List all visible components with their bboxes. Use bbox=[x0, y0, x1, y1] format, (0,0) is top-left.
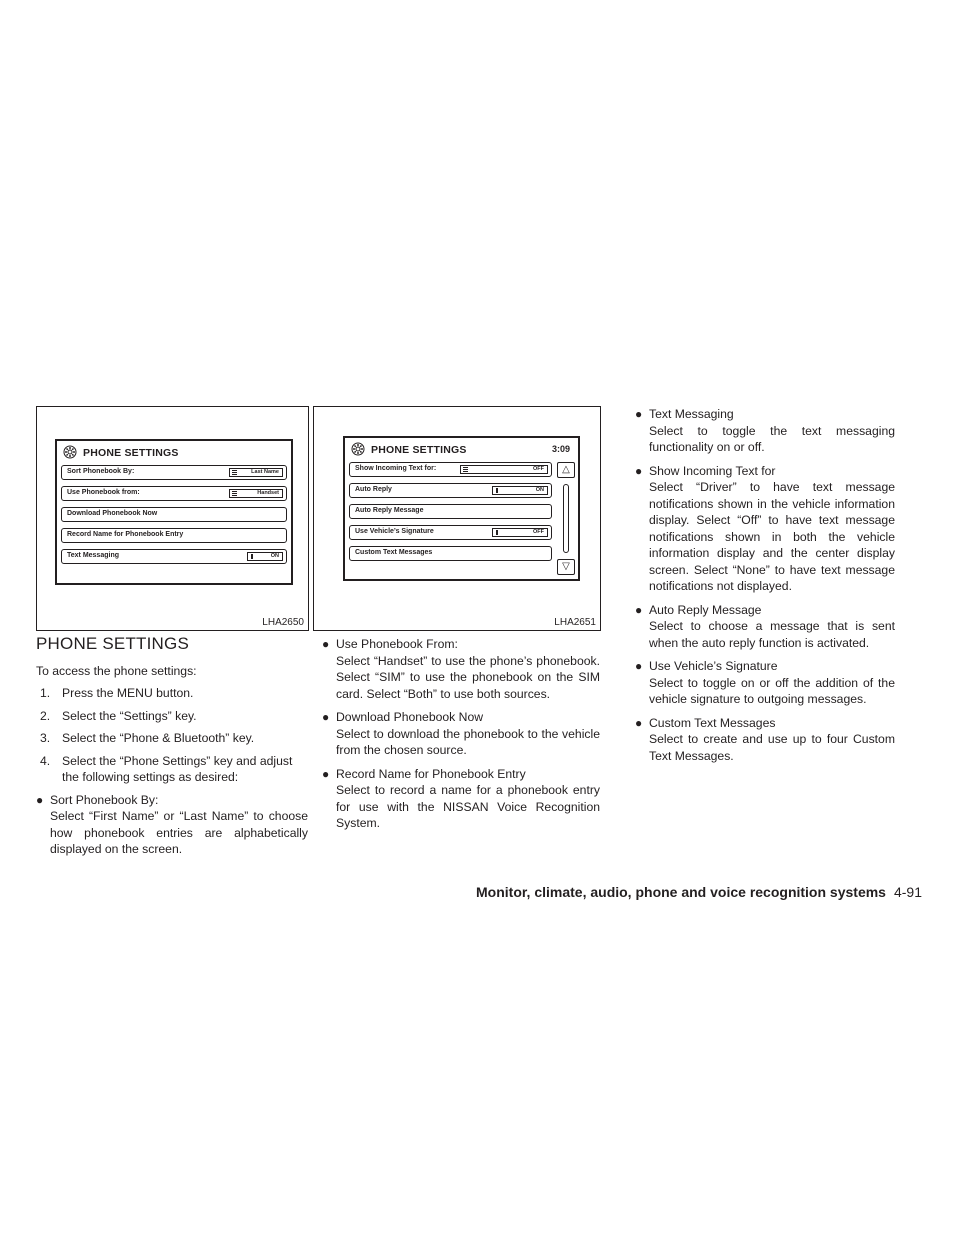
bullet-item bbox=[635, 463, 895, 595]
bullet-head: Use Phonebook From: bbox=[336, 637, 458, 651]
bullet-head: Use Vehicle’s Signature bbox=[649, 659, 778, 673]
bullet-item bbox=[635, 715, 895, 765]
step-text: Select the “Phone & Bluetooth” key. bbox=[62, 731, 255, 745]
bullet-text: Select “First Name” or “Last Name” to choose how phonebook entries are alphabetically displayed on the screen. bbox=[50, 809, 308, 856]
setting-sort-phonebook-by[interactable] bbox=[61, 465, 287, 480]
bullet-text: Select to choose a message that is sent when the auto reply function is activated. bbox=[649, 619, 895, 650]
setting-label: Auto Reply Message bbox=[355, 507, 424, 514]
setting-label: Use Phonebook from: bbox=[67, 489, 140, 496]
setting-auto-reply-message[interactable] bbox=[349, 504, 552, 519]
bullet-text: Select “Handset” to use the phone’s phonebook. Select “SIM” to use the phonebook on the SIM card. Select “Both” to use both sources. bbox=[336, 653, 600, 701]
display-screen bbox=[343, 436, 580, 581]
settings-list bbox=[349, 462, 552, 567]
step-number: 1. bbox=[40, 686, 51, 700]
bullet-head: Text Messaging bbox=[649, 407, 734, 421]
setting-show-incoming-text[interactable] bbox=[349, 462, 552, 477]
figure-label: LHA2650 bbox=[262, 617, 304, 628]
figure-phone-settings-1 bbox=[36, 406, 309, 631]
intro-text: To access the phone settings: bbox=[36, 663, 197, 678]
toggle-switch[interactable]: ON bbox=[492, 486, 548, 495]
bullet-icon: ● bbox=[635, 463, 643, 478]
bullet-head: Sort Phonebook By: bbox=[50, 792, 159, 807]
setting-auto-reply[interactable] bbox=[349, 483, 552, 498]
step-text: Select the “Settings” key. bbox=[62, 708, 197, 723]
step-text: Press the MENU button. bbox=[62, 686, 194, 700]
step-item bbox=[36, 730, 308, 747]
text-column-1 bbox=[36, 636, 308, 865]
scroll-up-icon[interactable]: △ bbox=[557, 462, 575, 478]
bullet-icon: ● bbox=[322, 710, 330, 724]
bullet-item bbox=[635, 406, 895, 456]
setting-value: Handset bbox=[229, 489, 283, 498]
toggle-switch[interactable]: ON bbox=[247, 552, 283, 561]
bullet-head: Download Phonebook Now bbox=[336, 710, 484, 724]
footer-title: Monitor, climate, audio, phone and voice recognition systems bbox=[476, 884, 886, 900]
bullet-icon: ● bbox=[635, 407, 643, 421]
setting-label: Sort Phonebook By: bbox=[67, 468, 135, 475]
step-number: 4. bbox=[40, 753, 51, 768]
display-screen bbox=[55, 439, 293, 585]
bullet-item bbox=[635, 602, 895, 652]
step-item bbox=[36, 753, 308, 786]
step-text: Select the “Phone Settings” key and adjust the following settings as desired: bbox=[62, 753, 293, 784]
setting-download-phonebook-now[interactable] bbox=[61, 507, 287, 522]
bullet-head: Record Name for Phonebook Entry bbox=[336, 766, 526, 781]
screen-title: PHONE SETTINGS bbox=[83, 447, 179, 459]
bullet-text: Select to toggle on or off the addition of the vehicle signature to outgoing messages. bbox=[649, 675, 895, 706]
setting-label: Use Vehicle’s Signature bbox=[355, 528, 434, 535]
clock: 3:09 bbox=[551, 444, 570, 454]
bullet-icon: ● bbox=[635, 715, 643, 730]
bullet-icon: ● bbox=[635, 659, 643, 673]
setting-label: Show Incoming Text for: bbox=[355, 465, 437, 472]
section-title: PHONE SETTINGS bbox=[36, 634, 189, 653]
scroll-track[interactable] bbox=[563, 484, 569, 553]
bullet-text: Select to toggle the text messaging functionality on or off. bbox=[649, 423, 895, 454]
gear-icon bbox=[63, 445, 77, 459]
gear-icon bbox=[351, 442, 365, 456]
bullet-head: Show Incoming Text for bbox=[649, 463, 776, 478]
setting-text-messaging[interactable] bbox=[61, 549, 287, 564]
bullet-icon: ● bbox=[322, 637, 330, 651]
scrollbar[interactable] bbox=[557, 462, 575, 575]
bullet-icon: ● bbox=[635, 602, 643, 617]
step-item bbox=[36, 685, 308, 702]
bullet-item bbox=[635, 658, 895, 708]
settings-list bbox=[61, 465, 287, 570]
setting-label: Record Name for Phonebook Entry bbox=[67, 531, 184, 538]
setting-label: Auto Reply bbox=[355, 486, 392, 493]
bullet-icon: ● bbox=[322, 766, 330, 781]
bullet-text: Select to create and use up to four Custom Text Messages. bbox=[649, 732, 895, 763]
bullet-text: Select “Driver” to have text message notifications shown in the vehicle information display. Select “Off” to have text message notifications shown in both the vehicle information display and the center display screen. Select “None” to have text message notifications not displayed. bbox=[649, 480, 895, 593]
bullet-head: Custom Text Messages bbox=[649, 715, 776, 730]
figure-phone-settings-2 bbox=[313, 406, 601, 631]
text-column-3 bbox=[635, 406, 895, 771]
setting-use-phonebook-from[interactable] bbox=[61, 486, 287, 501]
bullet-item bbox=[322, 766, 600, 832]
bullet-icon: ● bbox=[36, 792, 44, 807]
screen-title: PHONE SETTINGS bbox=[371, 444, 467, 456]
setting-label: Text Messaging bbox=[67, 552, 119, 559]
bullet-item bbox=[322, 636, 600, 702]
setting-value: OFF bbox=[460, 465, 548, 474]
bullet-text: Select to record a name for a phonebook entry for use with the NISSAN Voice Recognition System. bbox=[336, 783, 600, 830]
bullet-text: Select to download the phonebook to the vehicle from the chosen source. bbox=[336, 726, 600, 757]
setting-use-vehicles-signature[interactable] bbox=[349, 525, 552, 540]
page-footer bbox=[476, 884, 922, 900]
setting-label: Custom Text Messages bbox=[355, 549, 433, 556]
setting-value: Last Name bbox=[229, 468, 283, 477]
bullet-item bbox=[36, 792, 308, 858]
bullet-item bbox=[322, 709, 600, 759]
scroll-down-icon[interactable]: ▽ bbox=[557, 559, 575, 575]
setting-label: Download Phonebook Now bbox=[67, 510, 158, 517]
setting-record-name[interactable] bbox=[61, 528, 287, 543]
toggle-switch[interactable]: OFF bbox=[492, 528, 548, 537]
step-number: 3. bbox=[40, 731, 51, 745]
figure-label: LHA2651 bbox=[554, 617, 596, 628]
text-column-2 bbox=[322, 636, 600, 839]
bullet-head: Auto Reply Message bbox=[649, 602, 762, 617]
step-item bbox=[36, 708, 308, 725]
page-number: 4-91 bbox=[893, 884, 922, 900]
step-number: 2. bbox=[40, 708, 51, 723]
setting-custom-text-messages[interactable] bbox=[349, 546, 552, 561]
